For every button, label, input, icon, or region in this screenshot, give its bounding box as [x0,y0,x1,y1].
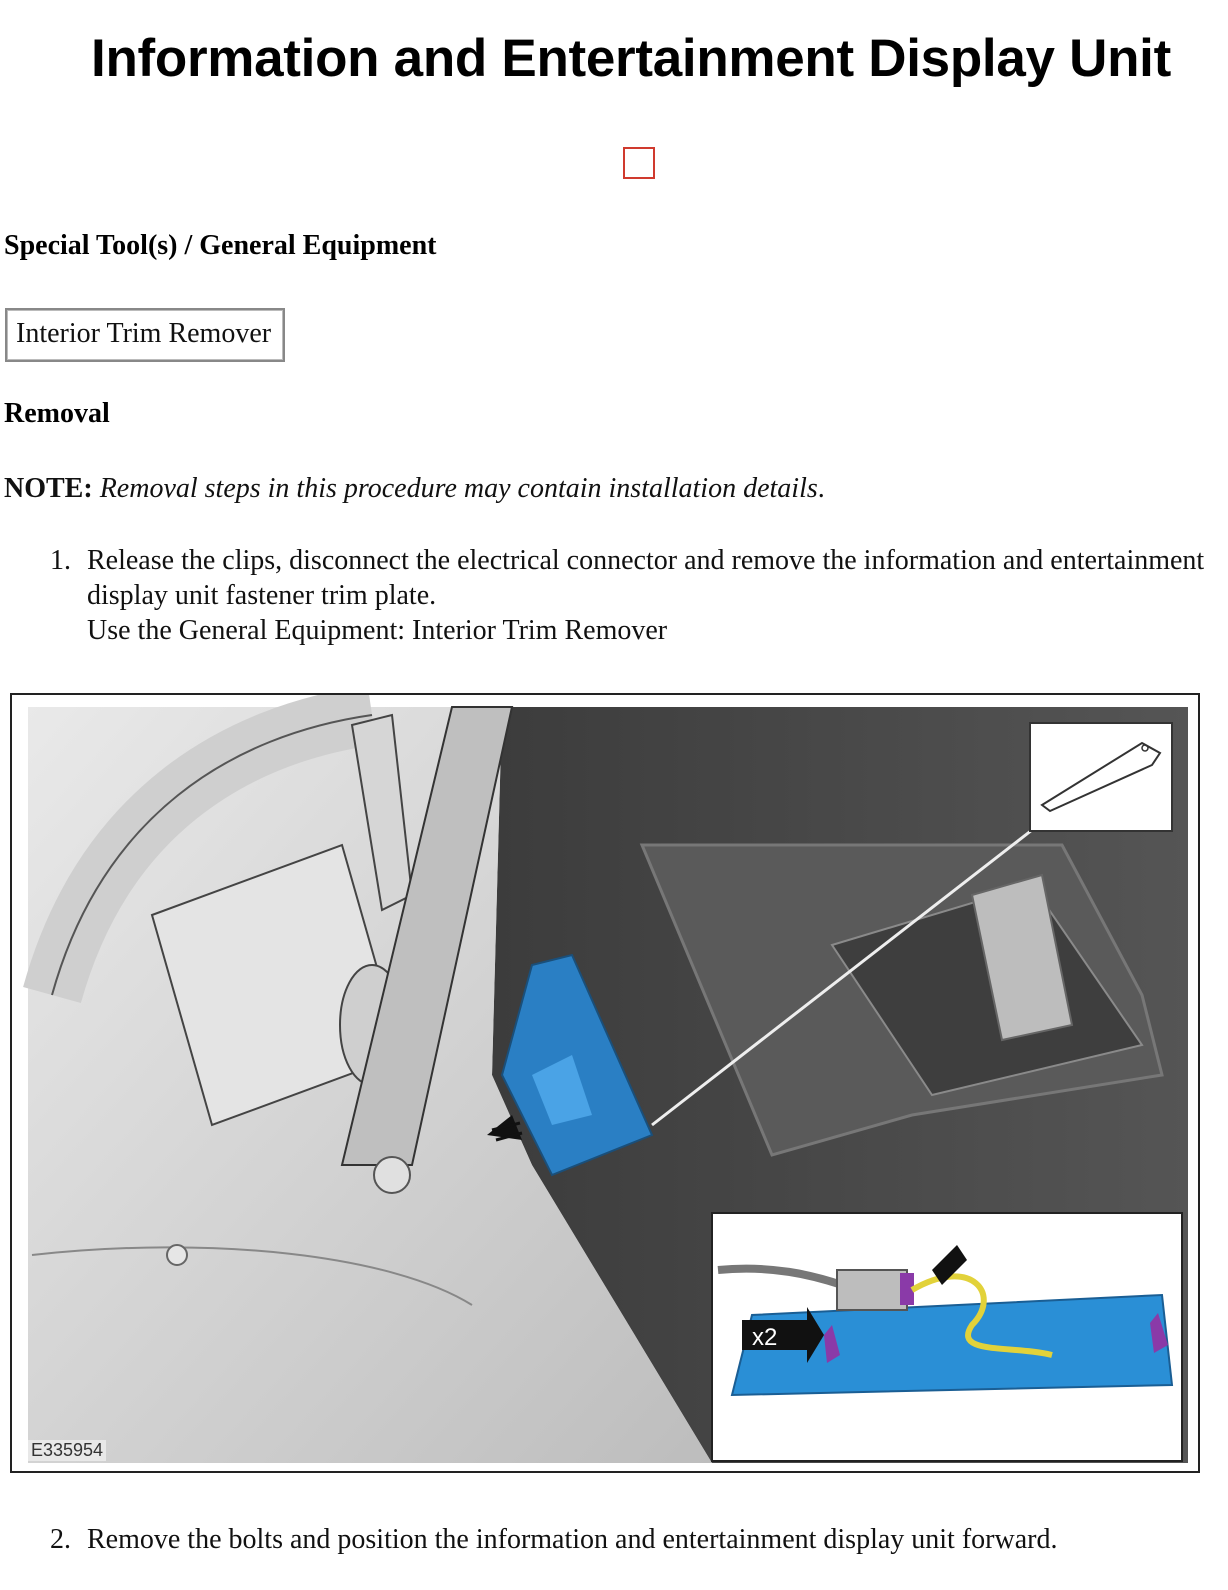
figure-label: E335954 [28,1440,106,1461]
step-number: 2. [50,1524,71,1555]
special-tools-table [5,308,285,362]
note-text: Removal steps in this procedure may contain installation details [99,473,818,504]
tool-cell: Interior Trim Remover [6,309,284,361]
step-number: 1. [50,545,71,576]
table-row [6,309,284,361]
step-1 [0,543,1228,648]
note-label: NOTE: [4,473,93,504]
removal-heading: Removal [4,398,110,429]
removal-note [4,473,825,505]
missing-image-icon [623,147,655,179]
illustration-drawing [12,695,1198,1471]
electrical-connector [837,1270,907,1310]
note-period: . [817,473,825,504]
procedure-illustration [10,693,1200,1473]
clip-count-label: x2 [752,1324,778,1351]
step-2 [0,1522,1228,1557]
step-text-line: Release the clips, disconnect the electrical connector and remove the information and entertainment [87,545,1205,576]
page-title: Information and Entertainment Display Unit [91,29,1171,88]
special-tools-heading: Special Tool(s) / General Equipment [4,230,437,261]
step-text-line: Remove the bolts and position the information and entertainment display unit forward. [87,1524,1058,1555]
step-text-line: Use the General Equipment: Interior Trim Remover [87,615,668,646]
step-text-line: display unit fastener trim plate. [87,580,437,611]
